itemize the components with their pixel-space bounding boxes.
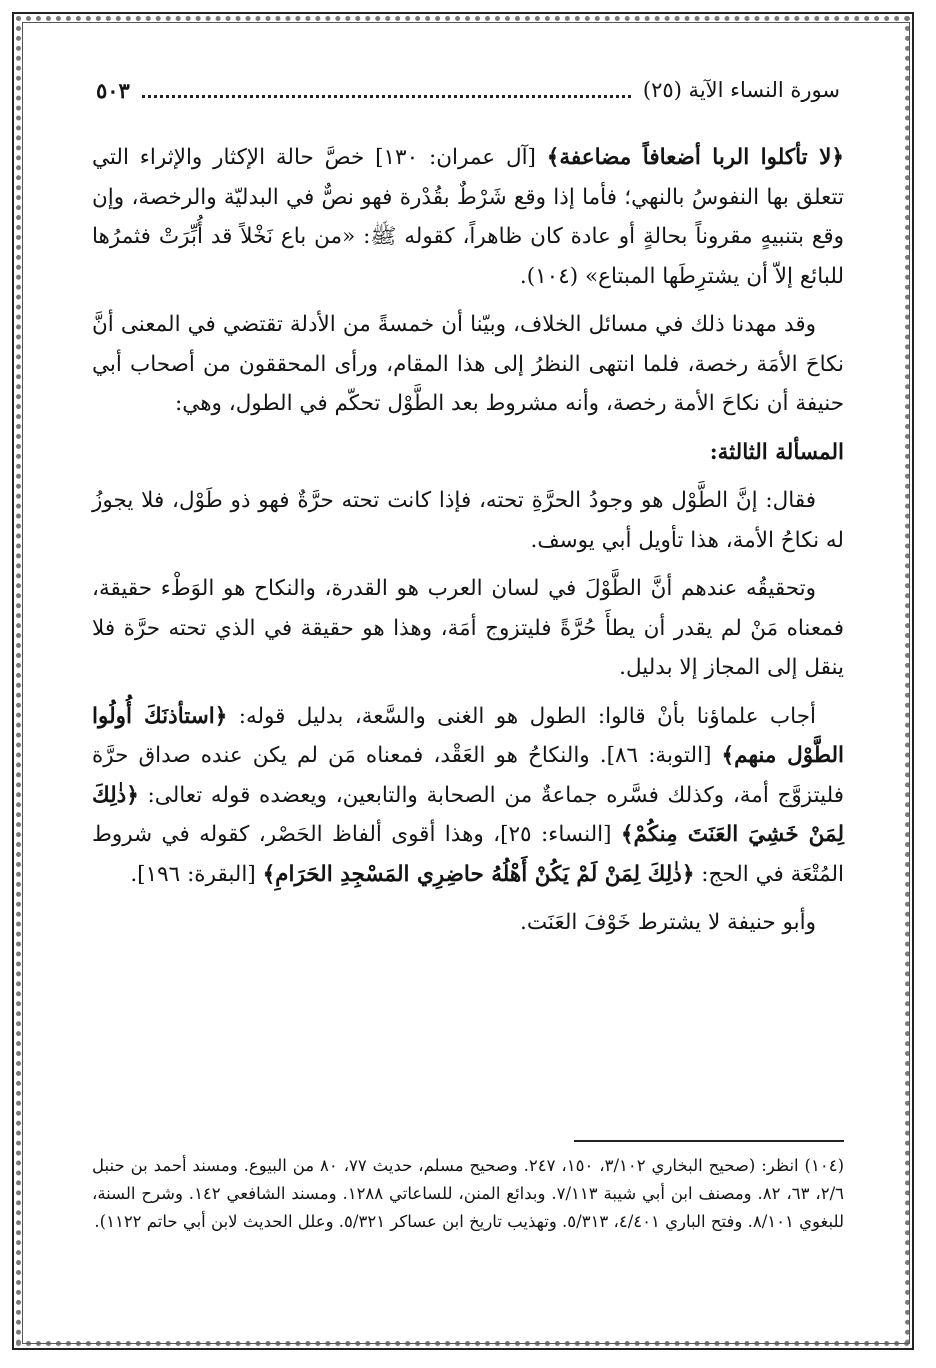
paragraph-6: وأبو حنيفة لا يشترط خَوْفَ العَنَت. — [520, 910, 816, 935]
paragraph-5 — [92, 697, 844, 895]
paragraph-4: وتحقيقُه عندهم أنَّ الطَّوْلَ في لسان العرب هو القدرة، والنكاح هو الوَطْء حقيقة، فمعناه مَنْ لم يقدر أن يطأَ حُرَّةً فليتزوج أمَة، وهذا هو حقيقة في الذي تحته حرَّة فلا ينقل إلى المجاز إلا بدليل. — [92, 576, 844, 680]
header-title: سورة النساء الآية (٢٥) — [642, 78, 840, 102]
header-leader-dots — [142, 95, 631, 98]
quran-quote: ﴿ذٰلِكَ لِمَنْ لَمْ يَكُنْ أَهْلُهُ حاضِرِي المَسْجِدِ الحَرَامِ﴾ — [262, 861, 695, 887]
main-text — [92, 138, 844, 952]
section-heading: المسألة الثالثة: — [709, 439, 844, 465]
paragraph-3: فقال: إنَّ الطَّوْل هو وجودُ الحرَّةِ تحته، فإذا كانت تحته حرَّةٌ فهو ذو طَوْل، فلا يجوزُ له نكاحُ الأمة، هذا تأويل أبي يوسف. — [92, 488, 844, 553]
paragraph-1 — [92, 138, 844, 296]
paragraph-text: [النساء: ٢٥]، وهذا أقوى ألفاظ الحَصْر، كقوله في شروط المُتْعَة في الحج: — [92, 822, 844, 887]
footnote-separator — [574, 1140, 844, 1142]
running-header — [96, 70, 840, 110]
paragraph-text: [التوبة: ٨٦]. والنكاحُ هو العَقْد، فمعناه مَن لم يكن عنده صداق حرَّة فليتزوَّج أمة، وكذلك فسَّره جماعةٌ من الصحابة والتابعين، ويعضده قوله تعالى: — [92, 743, 844, 808]
footnote-104: (١٠٤) انظر: (صحيح البخاري ٣/١٠٢، ١٥٠، ٢٤٧. وصحيح مسلم، حديث ٧٧، ٨٠ من البيوع. ومسند أحمد بن حنبل ٢/٦، ٦٣، ٨٢. ومصنف ابن أبي شيبة ٧/١١٣. وبدائع المنن، للساعاتي ١٢٨٨. ومسند الشافعي ١٤٢. وشرح السنة، للبغوي ٨/١٠١. وفتح الباري ٤/٤٠١، ٥/٣١٣. وتهذيب تاريخ ابن عساكر ٥/٣٢١. وعلل الحديث لابن أبي حاتم ١١٢٢). — [92, 1156, 845, 1231]
page-number: ٥٠٣ — [96, 77, 130, 103]
quran-quote: ﴿استأذنَكَ أُولُوا الطَّوْل منهم﴾ — [92, 703, 844, 768]
paragraph-text: [آل عمران: ١٣٠] خصَّ حالة الإكثار والإثراء التي تتعلق بها النفوسُ بالنهي؛ فأما إذا وقع شَرْطٌ بقُدْرة فهو نصٌّ في البدليّة والرخصة، وإن وقع بتنبيهٍ مقروناً بحالةٍ أو عادة كان ظاهراً، كقوله ﷺ: «من باع نَخْلاً قد أُبِّرَتْ فثمرُها للبائع إلاّ أن يشترِطَها المبتاع» (١٠٤). — [92, 145, 844, 289]
paragraph-2: وقد مهدنا ذلك في مسائل الخلاف، وبيّنا أن خمسةً من الأدلة تقتضي في المعنى أنَّ نكاحَ الأمَة رخصة، فلما انتهى النظرُ إلى هذا المقام، ورأى المحققون من أصحاب أبي حنيفة أن نكاحَ الأمة رخصة، وأنه مشروط بعد الطَّوْل تحكّم في الطول، وهي: — [92, 312, 844, 416]
paragraph-text: [البقرة: ١٩٦]. — [130, 861, 263, 887]
quran-quote: ﴿ذٰلِكَ لِمَنْ خَشِيَ العَنَتَ مِنكُمْ﴾ — [92, 782, 844, 847]
footnotes — [92, 1152, 844, 1236]
quran-quote: ﴿لا تأكلوا الربا أضعافاً مضاعفة﴾ — [546, 145, 844, 170]
paragraph-text: أجاب علماؤنا بأنْ قالوا: الطول هو الغنى والسَّعة، بدليل قوله: — [227, 703, 816, 729]
